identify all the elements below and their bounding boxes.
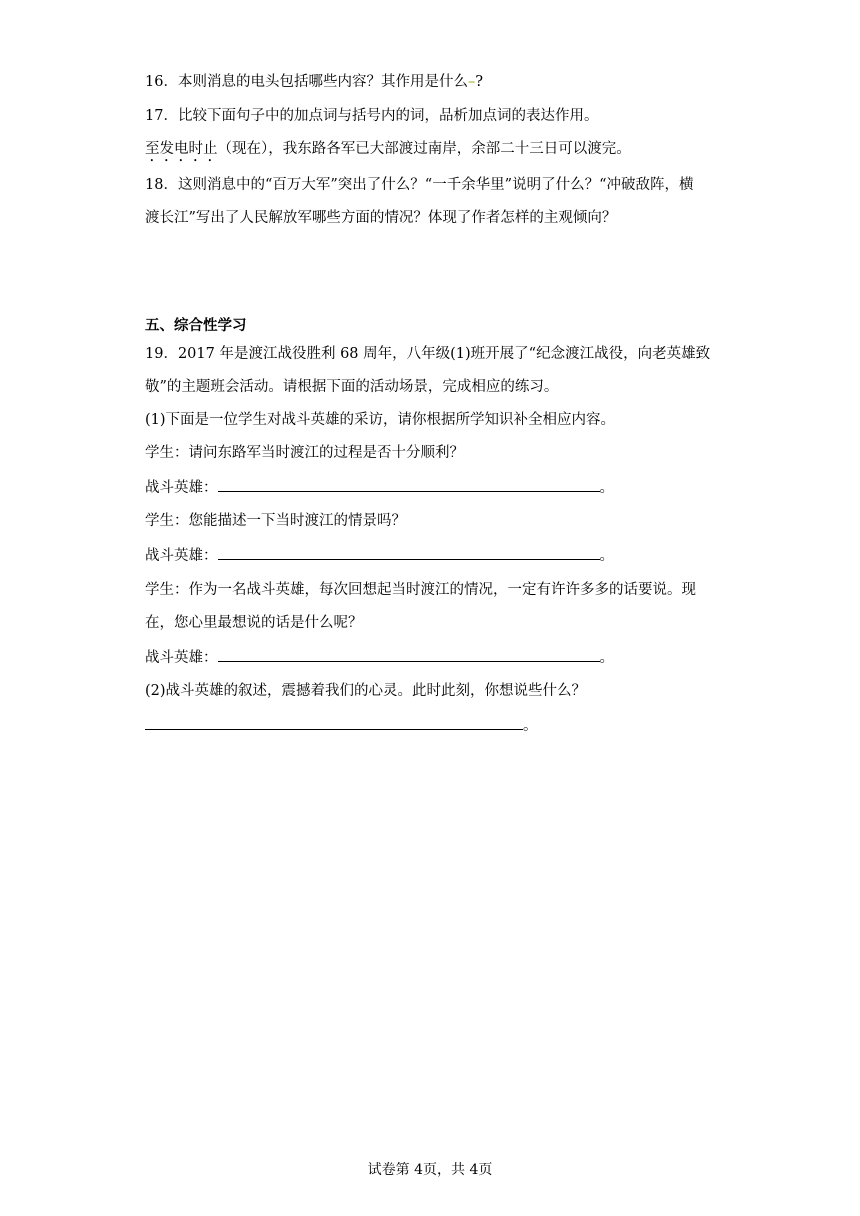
question-16 <box>145 72 483 92</box>
sentence-rest: （现在），我东路各军已大部渡过南岸，余部二十三日可以渡完。 <box>217 141 631 157</box>
question-16-text: 16．本则消息的电头包括哪些内容？其作用是什么 <box>145 74 468 90</box>
question-19-line-2: 敬”的主题班会活动。请根据下面的活动场景，完成相应的练习。 <box>145 379 559 395</box>
question-19-part-1: (1)下面是一位学生对战斗英雄的采访，请你根据所学知识补全相应内容。 <box>145 412 616 428</box>
student-question-1: 学生：请问东路军当时渡江的过程是否十分顺利？ <box>145 445 464 461</box>
period: 。 <box>523 718 538 734</box>
hero-label: 战斗英雄： <box>145 650 218 666</box>
period: 。 <box>599 650 614 666</box>
section-heading: 五、综合性学习 <box>145 318 247 334</box>
period: 。 <box>599 480 614 496</box>
question-17: 17．比较下面句子中的加点词与括号内的词，品析加点词的表达作用。 <box>145 108 599 124</box>
hero-answer-1 <box>145 477 614 498</box>
hero-answer-3 <box>145 647 614 668</box>
hero-label: 战斗英雄： <box>145 480 218 496</box>
answer-blank[interactable] <box>218 545 600 560</box>
question-17-sentence <box>145 139 631 165</box>
student-question-3-line-2: 在，您心里最想说的话是什么呢？ <box>145 615 363 631</box>
question-18-line-2: 渡长江”写出了人民解放军哪些方面的情况？体现了作者怎样的主观倾向？ <box>145 210 617 226</box>
answer-blank[interactable] <box>218 647 600 662</box>
student-question-3-line-1: 学生：作为一名战斗英雄，每次回想起当时渡江的情况，一定有许许多多的话要说。现 <box>145 582 696 598</box>
question-19-part-2: (2)战斗英雄的叙述，震撼着我们的心灵。此时此刻，你想说些什么？ <box>145 683 587 699</box>
question-16-end: ? <box>475 74 483 90</box>
page-footer: 试卷第 4页，共 4页 <box>367 1162 493 1178</box>
question-19-line-1: 19．2017 年是渡江战役胜利 68 周年，八年级(1)班开展了“纪念渡江战役，向老英雄致 <box>145 346 711 362</box>
part-2-answer <box>145 715 538 736</box>
hero-answer-2 <box>145 545 614 566</box>
hero-label: 战斗英雄： <box>145 548 218 564</box>
dotted-words: 至发电时止 <box>145 141 218 157</box>
answer-blank[interactable] <box>218 477 600 492</box>
question-18-line-1: 18．这则消息中的“百万大军”突出了什么？“一千余华里”说明了什么？“冲破敌阵，横 <box>145 177 694 193</box>
answer-blank[interactable] <box>145 715 523 730</box>
period: 。 <box>599 548 614 564</box>
annotation-mark: – <box>467 74 476 90</box>
student-question-2: 学生：您能描述一下当时渡江的情景吗？ <box>145 513 406 529</box>
